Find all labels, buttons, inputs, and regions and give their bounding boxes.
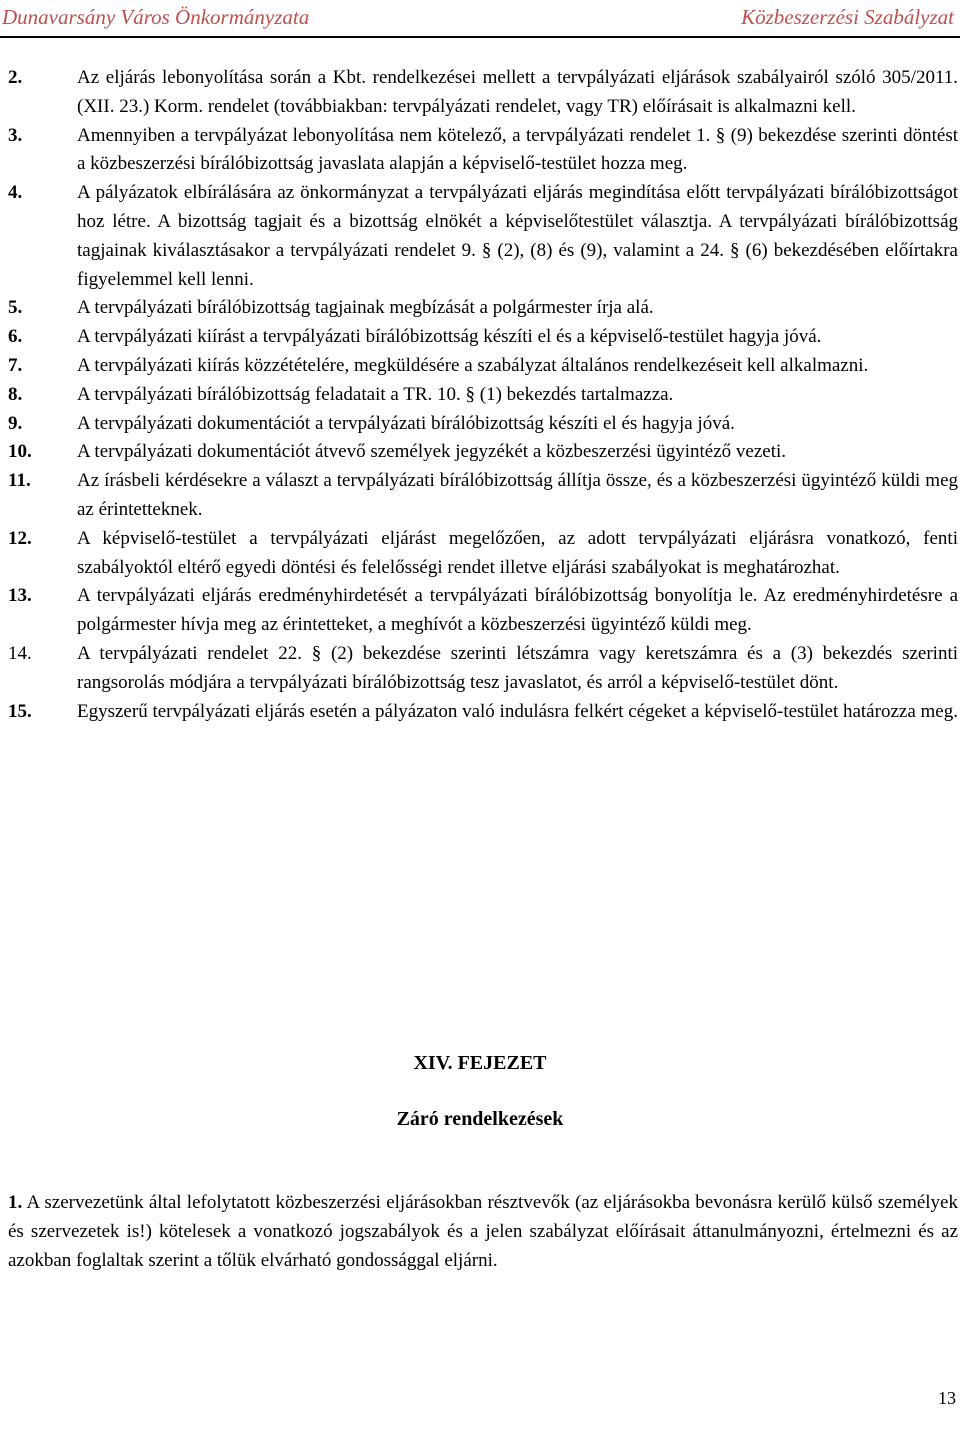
closing-provision [8, 1188, 958, 1275]
provision-text: A tervpályázati kiírás közzétételére, megküldésére a szabályzat általános rendelkezéseit kell alkalmazni. [77, 354, 869, 376]
header-organization: Dunavarsány Város Önkormányzata [2, 5, 310, 29]
provision-number: 4. [8, 182, 23, 204]
provision-item [8, 438, 958, 467]
provision-item [8, 352, 958, 381]
provision-number: 5. [8, 297, 23, 319]
provision-number: 6. [8, 326, 23, 348]
provision-text: Egyszerű tervpályázati eljárás esetén a pályázaton való indulásra felkért cégeket a képviselő-testület határozza meg. [77, 700, 958, 722]
provision-text: Az írásbeli kérdésekre a választ a tervpályázati bírálóbizottság állítja össze, és a közbeszerzési ügyintéző küldi meg az érintetteknek. [77, 470, 958, 520]
provision-item [8, 640, 958, 698]
provision-number: 3. [8, 124, 23, 146]
provision-item [8, 179, 958, 294]
provision-number: 2. [8, 67, 23, 88]
provision-item [8, 410, 958, 439]
chapter-number: XIV. FEJEZET [413, 1052, 547, 1074]
closing-provision-number: 1. [8, 1192, 23, 1213]
provision-item [8, 64, 958, 122]
provision-number: 12. [8, 527, 32, 549]
provision-number: 11. [8, 470, 31, 492]
provision-number: 8. [8, 383, 23, 405]
provision-number: 9. [8, 412, 23, 434]
provision-text: Amennyiben a tervpályázat lebonyolítása nem kötelező, a tervpályázati rendelet 1. § (9) bekezdése szerinti döntést a közbeszerzési bírálóbizottság javaslata alapján a képviselő-testület hozza meg. [77, 124, 958, 175]
provision-text: A tervpályázati rendelet 22. § (2) bekezdése szerinti létszámra vagy keretszámra és a (3) bekezdés szerinti rangsorolás módjára a tervpályázati bírálóbizottság tesz javaslatot, és arról a képviselő-testület dönt. [77, 642, 958, 693]
provision-text: A tervpályázati eljárás eredményhirdetését a tervpályázati bírálóbizottság bonyolítja le. Az eredményhirdetésre a polgármester hívja meg az érintetteket, a meghívót a közbeszerzési ügyintéző küldi meg. [77, 585, 958, 636]
provision-number: 15. [8, 700, 32, 722]
provision-text: A tervpályázati bírálóbizottság tagjainak megbízását a polgármester írja alá. [77, 297, 654, 319]
provision-item [8, 323, 958, 352]
closing-provision-text: A szervezetünk által lefolytatott közbeszerzési eljárásokban résztvevők (az eljárásokba bevonásra kerülő külső személyek és szervezetek is!) kötelesek a vonatkozó jogszabályok és a jelen szabályzat előírásait áttanulmányozni, értelmezni és az azokban foglaltak szerint a tőlük elvárható gondossággal eljárni. [8, 1192, 958, 1271]
provision-number: 7. [8, 354, 23, 376]
provision-item [8, 381, 958, 410]
provision-number: 10. [8, 441, 32, 463]
provision-text: A tervpályázati bírálóbizottság feladatait a TR. 10. § (1) bekezdés tartalmazza. [77, 383, 674, 405]
running-header [0, 0, 960, 38]
provision-text: A tervpályázati kiírást a tervpályázati bírálóbizottság készíti el és a képviselő-testület hagyja jóvá. [77, 326, 822, 348]
provision-text: Az eljárás lebonyolítása során a Kbt. rendelkezései mellett a tervpályázati eljárások szabályairól szóló 305/2011. (XII. 23.) Korm. rendelet (továbbiakban: tervpályázati rendelet, vagy TR) előírásait is alkalmazni kell. [77, 67, 958, 117]
provision-item [8, 525, 958, 583]
provision-item [8, 294, 958, 323]
provision-item [8, 467, 958, 525]
provision-text: A tervpályázati dokumentációt a tervpályázati bírálóbizottság készíti el és hagyja jóvá. [77, 412, 735, 434]
provision-text: A pályázatok elbírálására az önkormányzat a tervpályázati eljárás megindítása előtt tervpályázati bírálóbizottságot hoz létre. A bizottság tagjait és a bizottság elnökét a képviselőtestület választja. A tervpályázati bírálóbizottság tagjainak kiválasztásakor a tervpályázati rendelet 9. § (2), (8) és (9), valamint a 24. § (6) bekezdésében előírtakra figyelemmel kell lenni. [77, 182, 958, 290]
header-document-title: Közbeszerzési Szabályzat [741, 5, 954, 29]
provision-item [8, 582, 958, 640]
provision-item [8, 698, 958, 727]
provision-text: A tervpályázati dokumentációt átvevő személyek jegyzékét a közbeszerzési ügyintéző vezeti. [77, 441, 787, 463]
page-number: 13 [938, 1388, 956, 1408]
provision-number: 14. [8, 642, 32, 664]
chapter-title: Záró rendelkezések [396, 1108, 564, 1130]
provision-item [8, 122, 958, 180]
provision-text: A képviselő-testület a tervpályázati eljárást megelőzően, az adott tervpályázati eljárásra vonatkozó, fenti szabályoktól eltérő egyedi döntési és felelősségi rendet illetve eljárási szabályokat is meghatározhat. [77, 527, 958, 578]
provision-number: 13. [8, 585, 32, 607]
numbered-provisions [8, 64, 958, 726]
